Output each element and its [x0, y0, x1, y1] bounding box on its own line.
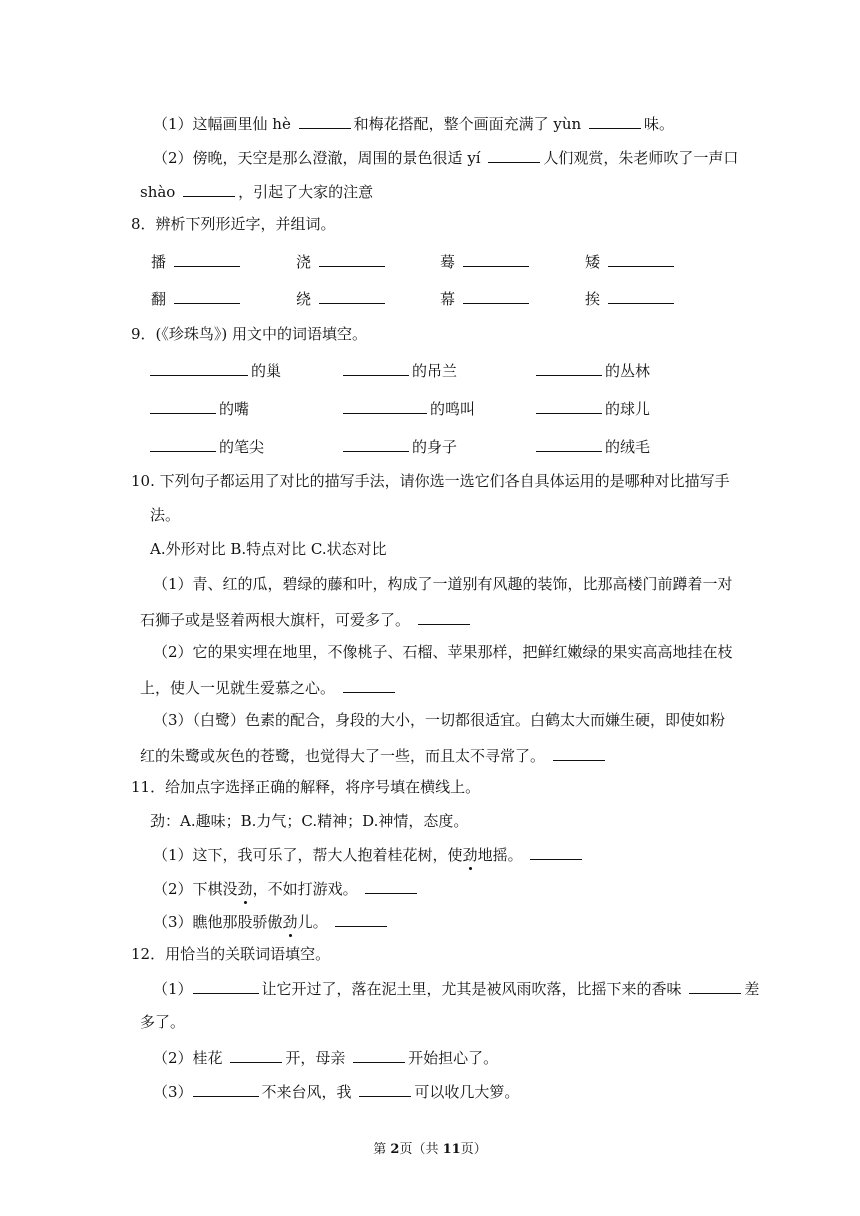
emphasis-dot-char: 劲 — [237, 880, 253, 898]
q8-item: 绕 — [296, 287, 388, 309]
answer-blank[interactable] — [230, 1046, 282, 1063]
answer-blank[interactable] — [353, 1046, 405, 1063]
q11-sentence-2: （2）下棋没劲，不如打游戏。 — [153, 877, 420, 899]
q9-item: 的绒毛 — [536, 435, 650, 457]
q10-title: 10. 下列句子都运用了对比的描写手法，请你选一选它们各自具体运用的是哪种对比描写手 — [131, 472, 730, 490]
answer-blank[interactable] — [536, 397, 602, 414]
answer-blank[interactable] — [174, 250, 240, 267]
answer-blank[interactable] — [418, 608, 470, 625]
answer-blank[interactable] — [365, 877, 417, 894]
answer-blank[interactable] — [589, 112, 641, 129]
q8-item: 矮 — [585, 250, 677, 272]
q9-item: 的巢 — [150, 359, 281, 381]
answer-blank[interactable] — [488, 146, 540, 163]
answer-blank[interactable] — [174, 287, 240, 304]
answer-blank[interactable] — [359, 1080, 411, 1097]
answer-blank[interactable] — [150, 435, 216, 452]
q8-item: 蓦 — [440, 250, 532, 272]
q9-item: 的身子 — [343, 435, 457, 457]
q11-sentence-1: （1）这下，我可乐了，帮大人抱着桂花树，使劲地摇。 — [153, 843, 585, 865]
q9-item: 的笔尖 — [150, 435, 264, 457]
q7-sentence-2: （2）傍晚，天空是那么澄澈，周围的景色很适 yí 人们观赏，朱老师吹了一声口 — [153, 146, 738, 168]
q9-item: 的鸣叫 — [343, 397, 475, 419]
q8-item: 播 — [151, 250, 243, 272]
q9-item: 的丛林 — [536, 359, 650, 381]
q10-title-cont: 法。 — [150, 506, 181, 524]
q10-sentence-3-cont: 红的朱鹭或灰色的苍鹭，也觉得大了一些，而且太不寻常了。 — [140, 744, 608, 766]
q11-title: 11．给加点字选择正确的解释，将序号填在横线上。 — [131, 778, 481, 796]
q10-sentence-1-cont: 石狮子或是竖着两根大旗杆，可爱多了。 — [140, 608, 473, 630]
answer-blank[interactable] — [536, 435, 602, 452]
q12-title: 12．用恰当的关联词语填空。 — [131, 945, 331, 963]
answer-blank[interactable] — [319, 250, 385, 267]
q9-item: 的球儿 — [536, 397, 650, 419]
answer-blank[interactable] — [343, 359, 409, 376]
answer-blank[interactable] — [343, 397, 427, 414]
answer-blank[interactable] — [343, 435, 409, 452]
q11-sentence-3: （3）瞧他那股骄傲劲儿。 — [153, 910, 390, 932]
answer-blank[interactable] — [150, 359, 248, 376]
q10-options: A.外形对比 B.特点对比 C.状态对比 — [150, 540, 387, 558]
page-footer: 第 2页（共 11页） — [373, 1142, 487, 1157]
emphasis-dot-char: 劲 — [282, 913, 298, 931]
q12-sentence-1-cont: 多了。 — [140, 1013, 186, 1031]
q11-definition: 劲：A.趣味；B.力气；C.精神；D.神情，态度。 — [150, 812, 469, 830]
answer-blank[interactable] — [319, 287, 385, 304]
q9-item: 的嘴 — [150, 397, 249, 419]
answer-blank[interactable] — [193, 1080, 259, 1097]
answer-blank[interactable] — [335, 910, 387, 927]
answer-blank[interactable] — [299, 112, 351, 129]
q12-sentence-1: （1） 让它开过了，落在泥土里，尤其是被风雨吹落，比摇下来的香味 差 — [153, 977, 759, 999]
answer-blank[interactable] — [530, 843, 582, 860]
q10-sentence-2: （2）它的果实埋在地里，不像桃子、石榴、苹果那样，把鲜红嫩绿的果实高高地挂在枝 — [153, 643, 733, 661]
answer-blank[interactable] — [463, 287, 529, 304]
q8-item: 翻 — [151, 287, 243, 309]
q7-sentence-2-cont: shào ，引起了大家的注意 — [140, 180, 373, 202]
q8-item: 幕 — [440, 287, 532, 309]
answer-blank[interactable] — [689, 977, 741, 994]
q10-sentence-3: （3）（白鹭）色素的配合，身段的大小，一切都很适宜。白鹤太大而嫌生硬，即使如粉 — [153, 711, 726, 729]
answer-blank[interactable] — [183, 180, 235, 197]
answer-blank[interactable] — [608, 287, 674, 304]
emphasis-dot-char: 劲 — [462, 846, 478, 864]
q10-sentence-2-cont: 上，使人一见就生爱慕之心。 — [140, 676, 398, 698]
total-pages: 11 — [442, 1142, 461, 1157]
answer-blank[interactable] — [608, 250, 674, 267]
answer-blank[interactable] — [343, 676, 395, 693]
q8-title: 8．辨析下列形近字，并组词。 — [131, 215, 336, 233]
answer-blank[interactable] — [193, 977, 259, 994]
q12-sentence-3: （3） 不来台风，我 可以收几大箩。 — [153, 1080, 519, 1102]
q9-item: 的吊兰 — [343, 359, 457, 381]
q9-title: 9．(《珍珠鸟》) 用文中的词语填空。 — [131, 325, 368, 343]
q8-item: 挨 — [585, 287, 677, 309]
answer-blank[interactable] — [536, 359, 602, 376]
q8-item: 浇 — [296, 250, 388, 272]
q10-sentence-1: （1）青、红的瓜，碧绿的藤和叶，构成了一道别有风趣的装饰，比那高楼门前蹲着一对 — [153, 575, 733, 593]
answer-blank[interactable] — [463, 250, 529, 267]
answer-blank[interactable] — [150, 397, 216, 414]
page-number: 2 — [390, 1142, 400, 1157]
answer-blank[interactable] — [553, 744, 605, 761]
q7-sentence-1: （1）这幅画里仙 hè 和梅花搭配，整个画面充满了 yùn 味。 — [153, 112, 674, 134]
q12-sentence-2: （2）桂花 开，母亲 开始担心了。 — [153, 1046, 498, 1068]
